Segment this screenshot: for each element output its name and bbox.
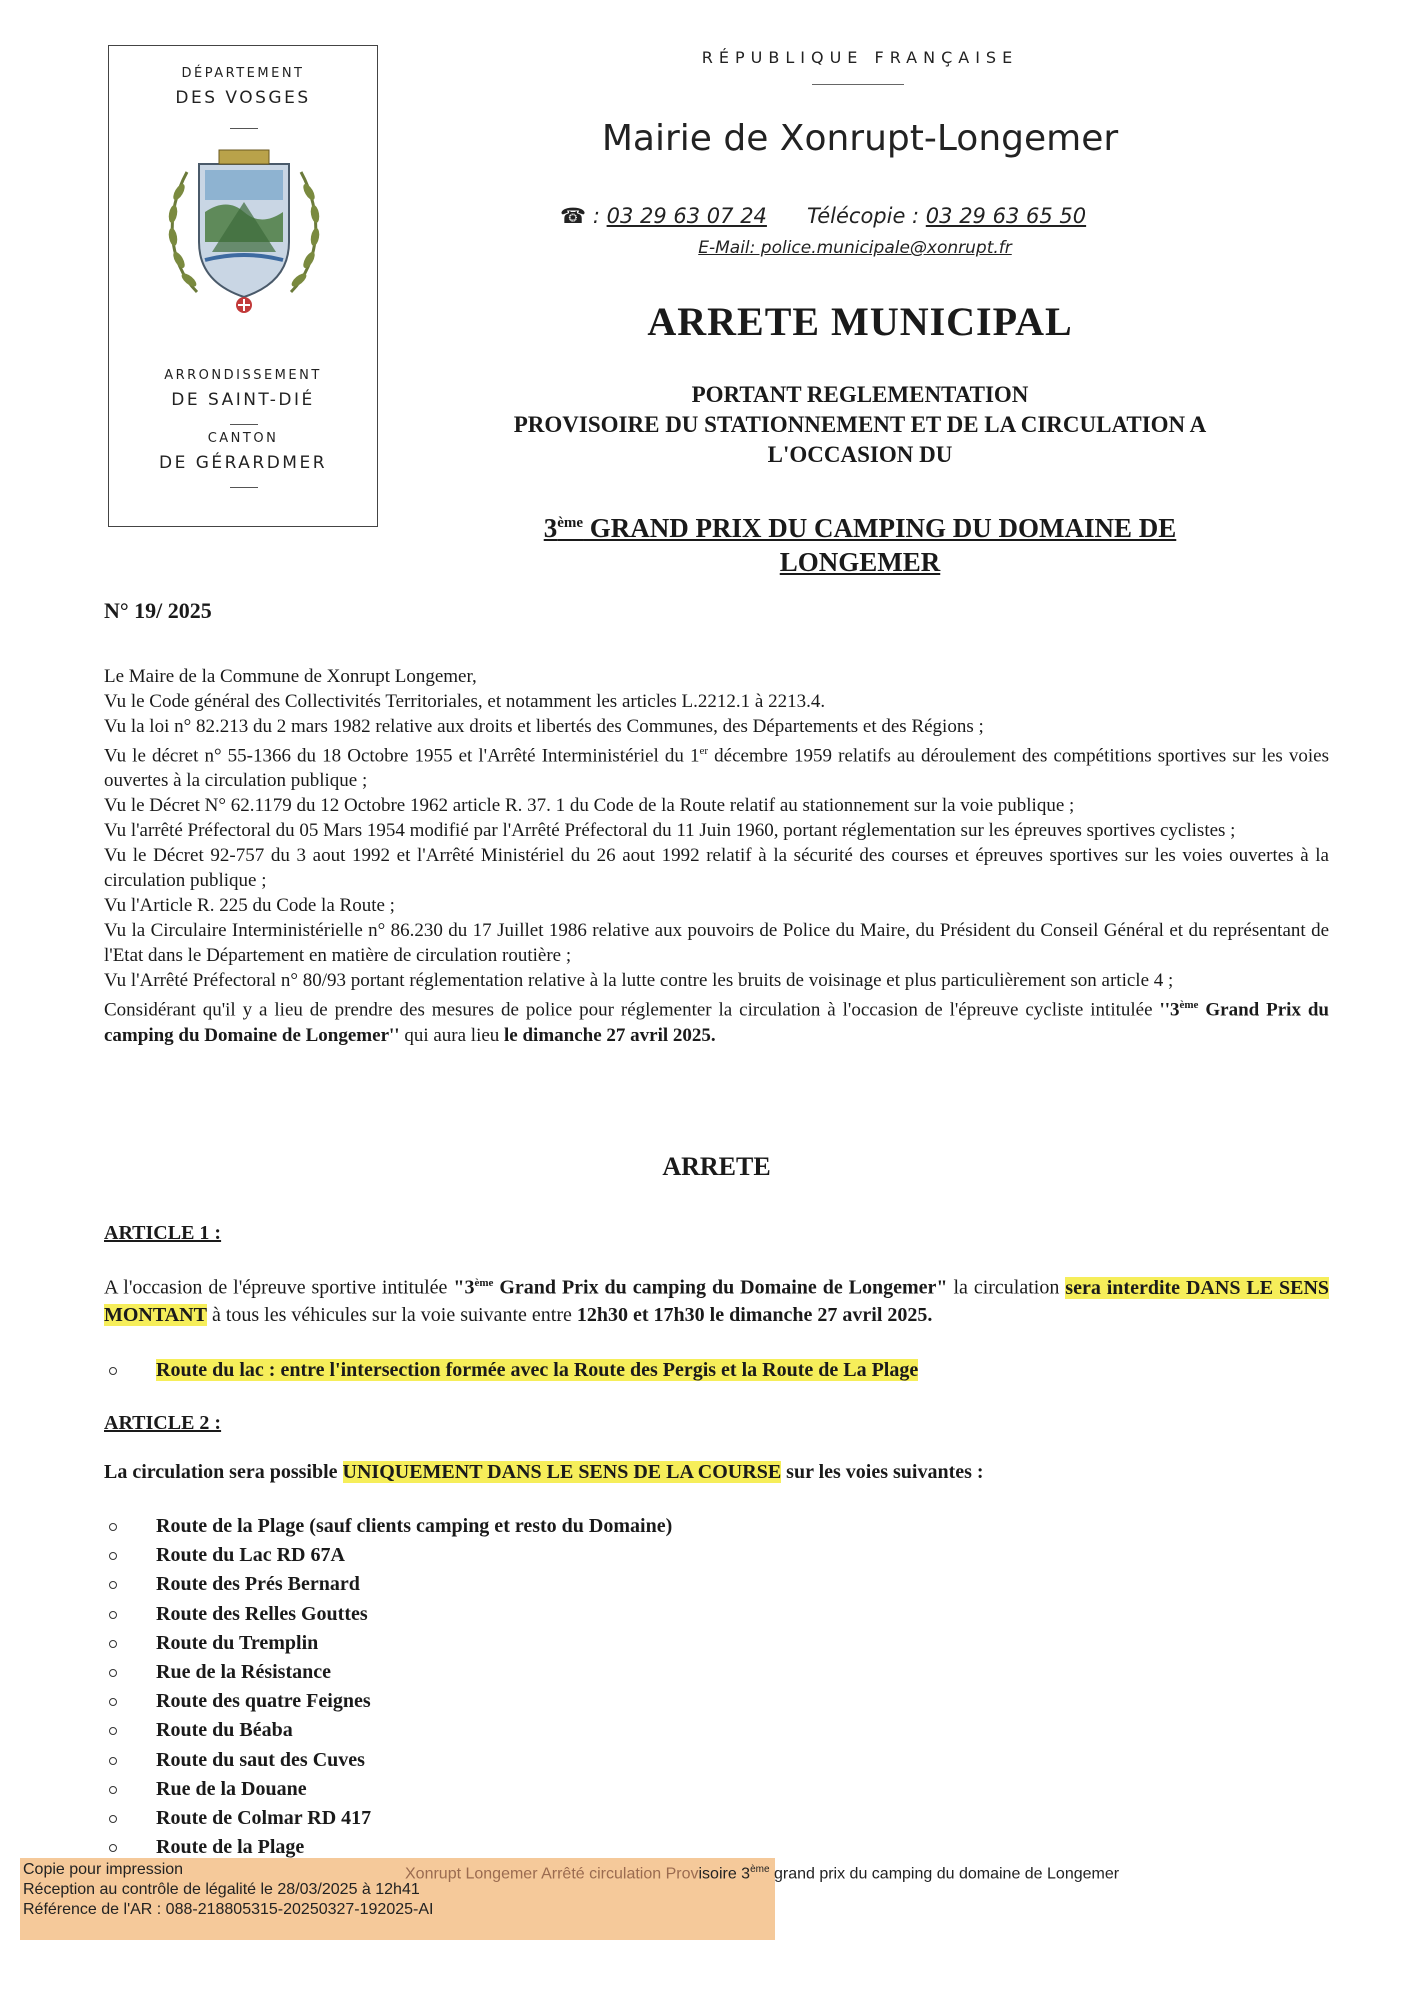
bullet-icon (109, 1786, 117, 1794)
stamp-line: Référence de l'AR : 088-218805315-20250327-192025-AI (23, 1901, 434, 1918)
considerant-line: Considérant qu'il y a lieu de prendre des mesures de police pour réglementer la circulation à l'occasion de l'épreuve cycliste intitulée ''3ème Grand Prix du camping du Domaine de Longemer'' qui aura lieu le dimanche 27 avril 2025. (104, 999, 1329, 1046)
departement-label: DÉPARTEMENT (181, 66, 305, 81)
list-item: Route du Lac RD 67A (104, 1541, 1304, 1570)
event-title (440, 506, 1280, 579)
preamble-line: Vu l'Article R. 225 du Code la Route ; (104, 895, 395, 917)
bullet-icon (109, 1727, 117, 1735)
list-item: Route du Tremplin (104, 1629, 1304, 1658)
subtitle-line-3: L'OCCASION DU (767, 442, 953, 467)
arrete-subtitle (420, 380, 1300, 470)
subtitle-line-1: PORTANT REGLEMENTATION (691, 382, 1029, 407)
article-1-text: A l'occasion de l'épreuve sportive intitulée "3ème Grand Prix du camping du Domaine de Longemer" la circulation sera interdite DANS LE SENS MONTANT à tous les véhicules sur la voie suivante entre 12h30 et 17h30 le dimanche 27 avril 2025. (104, 1276, 1330, 1326)
list-item: Route de Colmar RD 417 (104, 1804, 1304, 1833)
preamble (104, 664, 1329, 1048)
phone-prefix: : (586, 204, 607, 228)
divider (230, 128, 258, 129)
list-item: Route du saut des Cuves (104, 1746, 1304, 1775)
event-line-2: LONGEMER (779, 547, 941, 577)
departement-name: DES VOSGES (175, 88, 311, 108)
bullet-icon (109, 1552, 117, 1560)
fax-label: Télécopie : (806, 204, 926, 228)
divider (812, 84, 904, 85)
preamble-line: Vu le Décret N° 62.1179 du 12 Octobre 1962 article R. 37. 1 du Code de la Route relatif au stationnement sur la voie publique ; (104, 795, 1075, 817)
contact-line (560, 204, 1160, 228)
bullet-icon (109, 1757, 117, 1765)
preamble-line: Vu l'arrêté Préfectoral du 05 Mars 1954 modifié par l'Arrêté Préfectoral du 11 Juin 1960, portant réglementation sur les épreuves sportives cyclistes ; (104, 820, 1236, 842)
phone-number: 03 29 63 07 24 (606, 204, 767, 228)
list-item: Rue de la Douane (104, 1775, 1304, 1804)
article-1-list (104, 1356, 1304, 1385)
arrondissement-name: DE SAINT-DIÉ (171, 390, 315, 410)
bullet-icon (109, 1367, 117, 1375)
list-item: Rue de la Résistance (104, 1658, 1304, 1687)
preamble-line: Vu l'Arrêté Préfectoral n° 80/93 portant réglementation relative à la lutte contre les bruits de voisinage et plus particulièrement son article 4 ; (104, 970, 1174, 992)
event-number: 3 (543, 513, 558, 543)
list-item: Route de la Plage (sauf clients camping et resto du Domaine) (104, 1512, 1304, 1541)
event-sup: ème (557, 515, 584, 531)
bullet-icon (109, 1581, 117, 1589)
list-item: Route des Relles Gouttes (104, 1600, 1304, 1629)
article-1-heading: ARTICLE 1 : (104, 1222, 222, 1244)
bullet-icon (109, 1698, 117, 1706)
list-item: Route des quatre Feignes (104, 1687, 1304, 1716)
bullet-icon (109, 1523, 117, 1531)
article-2-heading: ARTICLE 2 : (104, 1412, 222, 1434)
event-line-1: GRAND PRIX DU CAMPING DU DOMAINE DE (583, 513, 1177, 543)
preamble-line: Vu le Décret 92-757 du 3 aout 1992 et l'Arrêté Ministériel du 26 aout 1992 relatif à la sécurité des courses et épreuves sportives sur les voies ouvertes à la circulation publique ; (104, 845, 1329, 892)
arrondissement-label: ARRONDISSEMENT (164, 368, 322, 383)
bullet-icon (109, 1815, 117, 1823)
list-item: Route des Prés Bernard (104, 1570, 1304, 1599)
arrete-number: N° 19/ 2025 (104, 598, 212, 623)
article-2-text: La circulation sera possible UNIQUEMENT DANS LE SENS DE LA COURSE sur les voies suivantes : (104, 1461, 984, 1483)
arrete-municipal-title: ARRETE MUNICIPAL (647, 299, 1073, 344)
subtitle-line-2: PROVISOIRE DU STATIONNEMENT ET DE LA CIRCULATION A (513, 412, 1207, 437)
email-link[interactable]: E-Mail: police.municipale@xonrupt.fr (698, 238, 1012, 258)
bullet-icon (109, 1844, 117, 1852)
divider (230, 487, 258, 488)
canton-name: DE GÉRARDMER (158, 453, 328, 473)
arrete-heading: ARRETE (662, 1152, 771, 1181)
stamp-text (23, 1860, 433, 1920)
commune-crest-box (108, 45, 378, 527)
preamble-line: Le Maire de la Commune de Xonrupt Longemer, (104, 666, 477, 687)
phone-icon: ☎ (560, 204, 587, 228)
divider (230, 424, 258, 425)
stamp-line: Copie pour impression (23, 1861, 184, 1878)
article-2-road-list (104, 1512, 1304, 1862)
preamble-line-decret-1955: Vu le décret n° 55-1366 du 18 Octobre 1955 et l'Arrêté Interministériel du 1er décembre 1959 relatifs au déroulement des compétitions sportives sur les voies ouvertes à la circulation publique ; (104, 745, 1329, 792)
stamp-line: Réception au contrôle de légalité le 28/03/2025 à 12h41 (23, 1881, 420, 1898)
canton-label: CANTON (207, 431, 279, 446)
page-footer: Xonrupt Longemer Arrêté circulation Provisoire 3ème grand prix du camping du domaine de Longemer (405, 1864, 1120, 1883)
fax-number: 03 29 63 65 50 (925, 204, 1087, 228)
mairie-title: Mairie de Xonrupt-Longemer (601, 118, 1119, 159)
bullet-icon (109, 1640, 117, 1648)
bullet-icon (109, 1611, 117, 1619)
list-item: Route de la Plage (104, 1833, 1304, 1862)
preamble-line: Vu le Code général des Collectivités Territoriales, et notamment les articles L.2212.1 à 2213.4. (104, 691, 826, 712)
republique-heading: RÉPUBLIQUE FRANÇAISE (701, 48, 1019, 67)
coat-of-arms-icon (157, 142, 331, 322)
list-item: Route du Béaba (104, 1716, 1304, 1745)
list-item: Route du lac : entre l'intersection formée avec la Route des Pergis et la Route de La Plage (104, 1356, 1304, 1385)
preamble-line: Vu la loi n° 82.213 du 2 mars 1982 relative aux droits et libertés des Communes, des Départements et des Régions ; (104, 716, 984, 737)
bullet-icon (109, 1669, 117, 1677)
preamble-line: Vu la Circulaire Interministérielle n° 86.230 du 17 Juillet 1986 relative aux pouvoirs de Police du Maire, du Président du Conseil Général et du représentant de l'Etat dans le Département en matière de circulation routière ; (104, 920, 1329, 967)
